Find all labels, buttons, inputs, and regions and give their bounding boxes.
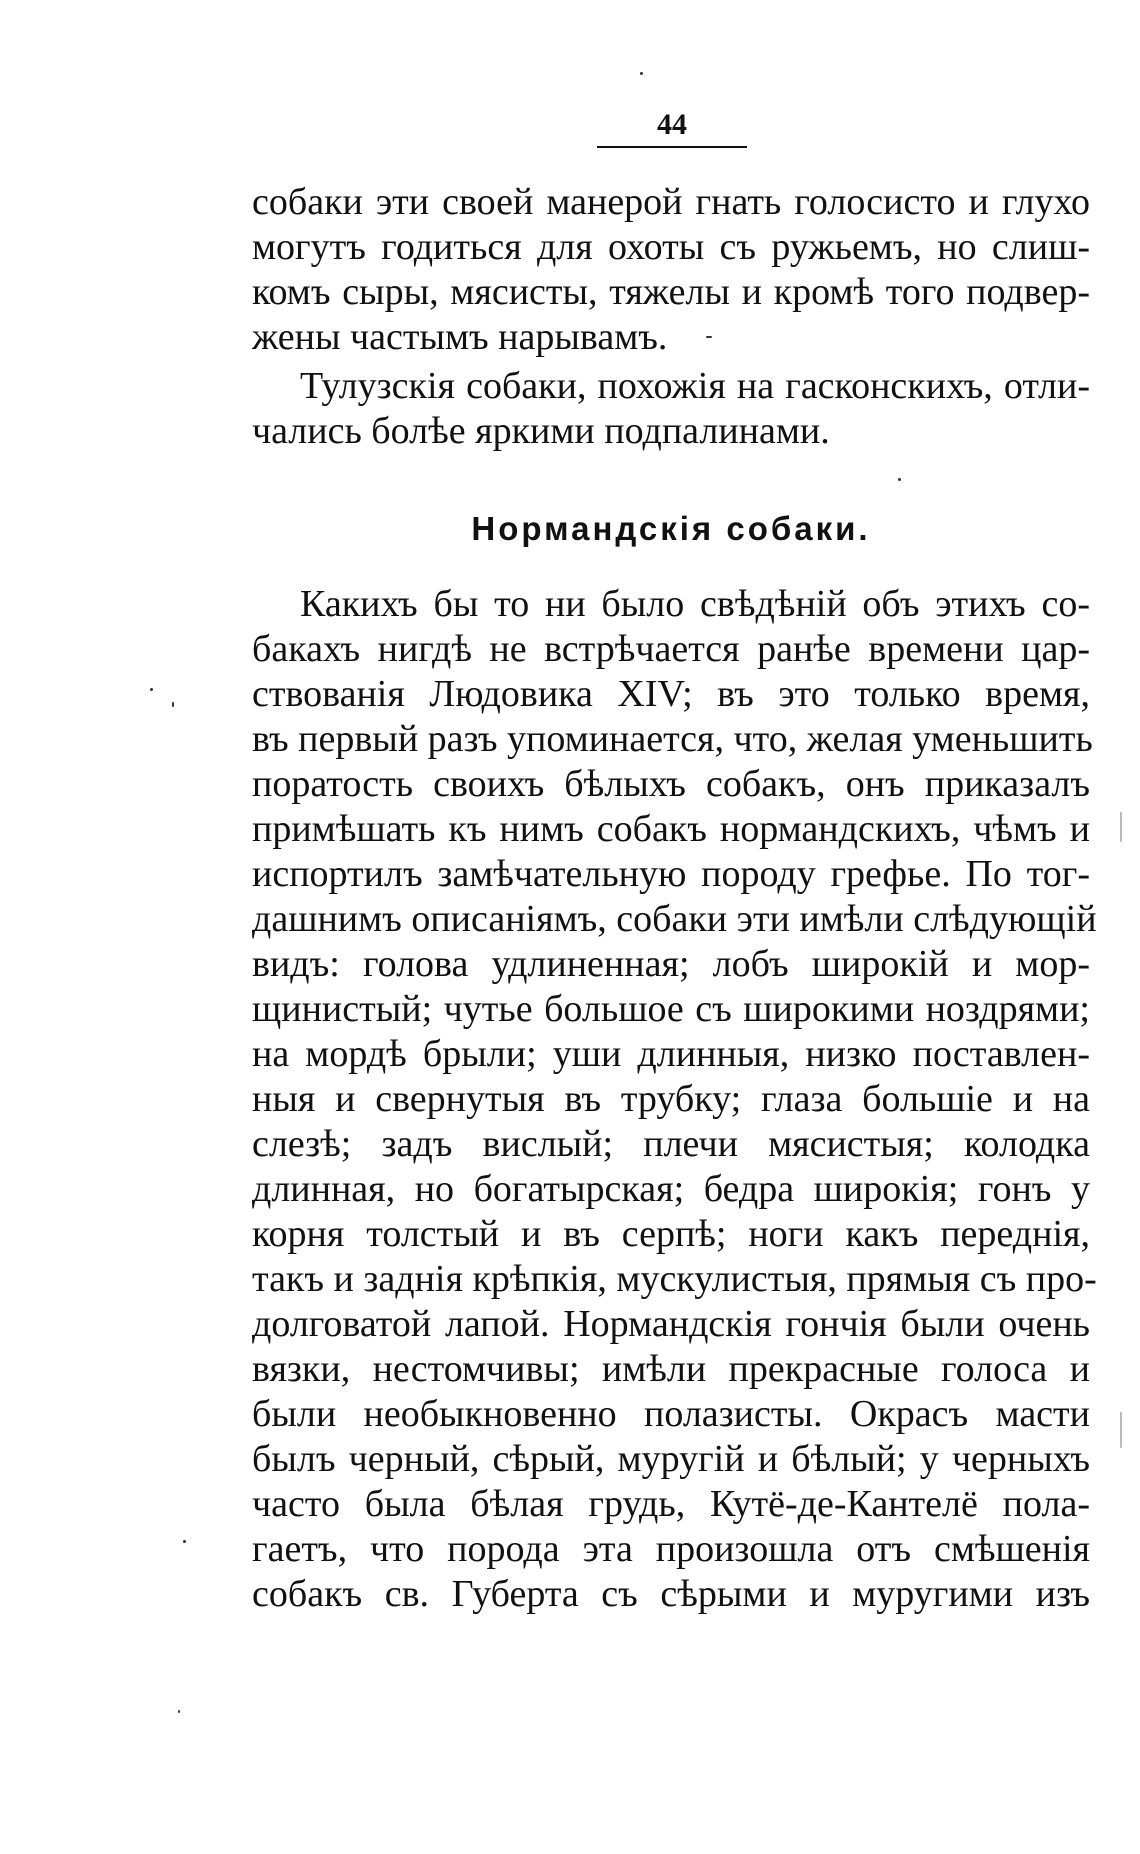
text-line: ствованія Людовика XIV; въ это только время, — [252, 673, 1090, 715]
text-line: Тулузскія собаки, похожія на гасконскихъ, отли- — [300, 365, 1090, 407]
scan-speck — [178, 1710, 180, 1713]
text-line: долговатой лапой. Нормандскія гончія были очень — [252, 1303, 1090, 1345]
text-line: жены частымъ нарывамъ. — [252, 316, 668, 358]
text-line: вязки, нестомчивы; имѣли прекрасные голоса и — [252, 1348, 1090, 1390]
scan-speck — [150, 688, 153, 691]
paragraph-1 — [252, 180, 1090, 360]
paragraph-2 — [252, 364, 1090, 454]
scan-speck — [898, 478, 901, 481]
section-heading: Нормандскія собаки. — [471, 510, 871, 547]
text-line: собакъ св. Губерта съ сѣрыми и муругими изъ — [252, 1573, 1090, 1615]
text-line: былъ черный, сѣрый, муругій и бѣлый; у черныхъ — [252, 1438, 1090, 1480]
text-line: гаетъ, что порода эта произошла отъ смѣшенія — [252, 1528, 1090, 1570]
text-line: чались болѣе яркими подпалинами. — [252, 410, 830, 452]
scan-edge-mark — [1120, 812, 1122, 842]
text-line: бакахъ нигдѣ не встрѣчается ранѣе времени цар- — [252, 628, 1090, 670]
text-line: такъ и заднія крѣпкія, мускулистыя, прямыя съ про- — [252, 1258, 1097, 1300]
text-line: ныя и свернутыя въ трубку; глаза большіе и на — [252, 1078, 1090, 1120]
paragraph-3 — [252, 582, 1097, 1617]
text-line: часто была бѣлая грудь, Кутё-де-Кантелё пола- — [252, 1483, 1090, 1525]
scan-speck — [640, 72, 643, 75]
text-line: комъ сыры, мясисты, тяжелы и кромѣ того подвер- — [252, 271, 1090, 313]
text-line: въ первый разъ упоминается, что, желая уменьшить — [252, 718, 1093, 760]
scan-speck — [706, 336, 712, 338]
scan-speck — [172, 702, 174, 707]
text-line: поратость своихъ бѣлыхъ собакъ, онъ приказалъ — [252, 763, 1090, 805]
text-line: видъ: голова удлиненная; лобъ широкій и мор- — [252, 943, 1090, 985]
text-line: примѣшать къ нимъ собакъ нормандскихъ, чѣмъ и — [252, 808, 1090, 850]
page-number-rule — [597, 146, 747, 148]
text-line: были необыкновенно полазисты. Окрасъ масти — [252, 1393, 1090, 1435]
text-line: корня толстый и въ серпѣ; ноги какъ переднія, — [252, 1213, 1090, 1255]
text-line: дашнимъ описаніямъ, собаки эти имѣли слѣдующій — [252, 898, 1097, 940]
text-line: на мордѣ брыли; уши длинныя, низко поставлен- — [252, 1033, 1090, 1075]
text-line: щинистый; чутье большое съ широкими ноздрями; — [252, 988, 1090, 1030]
text-line: Какихъ бы то ни было свѣдѣній объ этихъ со- — [300, 583, 1090, 625]
page-number: 44 — [657, 108, 687, 141]
text-line: слезѣ; задъ вислый; плечи мясистыя; колодка — [252, 1123, 1090, 1165]
text-line: испортилъ замѣчательную породу грефье. По тог- — [252, 853, 1090, 895]
scan-speck — [183, 1540, 186, 1543]
text-line: собаки эти своей манерой гнать голосисто и глухо — [252, 181, 1090, 223]
scan-edge-mark — [1120, 1412, 1122, 1448]
text-line: длинная, но богатырская; бедра широкія; гонъ у — [252, 1168, 1090, 1210]
text-line: могутъ годиться для охоты съ ружьемъ, но слиш- — [252, 226, 1090, 268]
